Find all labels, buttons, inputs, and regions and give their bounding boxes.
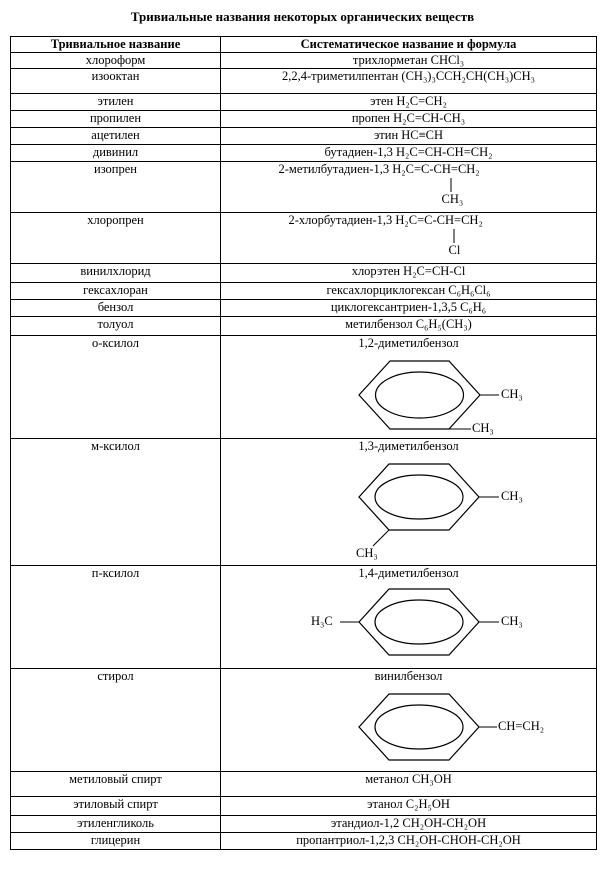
- branch-substituent: Cl: [448, 243, 461, 257]
- table-row: [11, 336, 597, 439]
- systematic-name: этанол C₂H₅OH: [221, 797, 597, 816]
- systematic-name: метанол CH₃OH: [221, 772, 597, 797]
- systematic-name: пропен H₂C=CH-CH₃: [221, 111, 597, 128]
- systematic-name: этин HC≡CH: [221, 128, 597, 145]
- systematic-name: трихлорметан CHCl₃: [221, 53, 597, 69]
- substituent-label: CH₃: [356, 546, 378, 560]
- systematic-name: 1,3-диметилбензол: [358, 439, 459, 453]
- systematic-cell: [221, 566, 597, 669]
- table-row: [11, 317, 597, 336]
- trivial-name: глицерин: [11, 833, 221, 850]
- systematic-name: хлорэтен H₂C=CH-Cl: [221, 264, 597, 283]
- branched-formula: [279, 162, 539, 210]
- table-row: [11, 772, 597, 797]
- table-row: [11, 162, 597, 213]
- trivial-name: хлороформ: [11, 53, 221, 69]
- table-row: [11, 145, 597, 162]
- substituent-label: H₃C: [311, 614, 333, 628]
- trivial-name: толуол: [11, 317, 221, 336]
- table-row: [11, 300, 597, 317]
- table-row: [11, 94, 597, 111]
- systematic-cell: [221, 213, 597, 264]
- trivial-name: п-ксилол: [11, 566, 221, 669]
- trivial-name: о-ксилол: [11, 336, 221, 439]
- table-row: [11, 669, 597, 772]
- trivial-name: изооктан: [11, 69, 221, 94]
- benzene-ring-icon: [223, 351, 599, 435]
- systematic-cell: [221, 336, 597, 439]
- systematic-cell: [221, 439, 597, 566]
- substituent-label: CH₃: [472, 421, 494, 435]
- systematic-name: гексахлорциклогексан C₆H₆Cl₆: [221, 283, 597, 300]
- trivial-name: этилен: [11, 94, 221, 111]
- trivial-name: стирол: [11, 669, 221, 772]
- table-row: [11, 111, 597, 128]
- systematic-name: пропантриол-1,2,3 CH₂OH-CHOH-CH₂OH: [221, 833, 597, 850]
- systematic-name: 2-метилбутадиен-1,3 H₂C=C-CH=CH₂: [278, 162, 480, 176]
- systematic-name: 1,2-диметилбензол: [358, 336, 459, 350]
- trivial-name: м-ксилол: [11, 439, 221, 566]
- trivial-name: пропилен: [11, 111, 221, 128]
- table-row: [11, 833, 597, 850]
- systematic-cell: [221, 162, 597, 213]
- table-row: [11, 69, 597, 94]
- systematic-name: этен H₂C=CH₂: [221, 94, 597, 111]
- trivial-name: этиленгликоль: [11, 816, 221, 833]
- trivial-name: гексахлоран: [11, 283, 221, 300]
- benzene-structure: [223, 454, 599, 562]
- table-row: [11, 797, 597, 816]
- page-title: Тривиальные названия некоторых органических веществ: [130, 9, 475, 24]
- table-row: [11, 283, 597, 300]
- substituent-label: CH=CH₂: [498, 719, 545, 733]
- trivial-name: изопрен: [11, 162, 221, 213]
- table-row: [11, 439, 597, 566]
- benzene-ring-icon: [223, 581, 599, 665]
- table-row: [11, 53, 597, 69]
- names-table: [10, 36, 597, 850]
- table-row: [11, 816, 597, 833]
- table-header-row: [11, 37, 597, 53]
- substituent-label: CH₃: [501, 614, 523, 628]
- substituent-label: CH₃: [501, 489, 523, 503]
- systematic-name: бутадиен-1,3 H₂C=CH-CH=CH₂: [221, 145, 597, 162]
- table-row: [11, 264, 597, 283]
- substituent-label: CH₃: [501, 387, 523, 401]
- benzene-structure: [223, 684, 599, 768]
- systematic-name: винилбензол: [374, 669, 443, 683]
- trivial-name: хлоропрен: [11, 213, 221, 264]
- systematic-cell: [221, 669, 597, 772]
- systematic-name: 2-хлорбутадиен-1,3 H₂C=C-CH=CH₂: [288, 213, 483, 227]
- trivial-name: ацетилен: [11, 128, 221, 145]
- benzene-structure: [223, 351, 599, 435]
- systematic-name: циклогексантриен-1,3,5 C₆H₆: [221, 300, 597, 317]
- systematic-name: 1,4-диметилбензол: [358, 566, 459, 580]
- systematic-name: этандиол-1,2 CH₂OH-CH₂OH: [221, 816, 597, 833]
- benzene-ring-icon: [223, 454, 599, 562]
- header-trivial: Тривиальное название: [11, 37, 221, 53]
- systematic-name: метилбензол C₆H₅(CH₃): [221, 317, 597, 336]
- trivial-name: метиловый спирт: [11, 772, 221, 797]
- table-row: [11, 213, 597, 264]
- trivial-name: винилхлорид: [11, 264, 221, 283]
- header-systematic: Систематическое название и формула: [221, 37, 597, 53]
- trivial-name: этиловый спирт: [11, 797, 221, 816]
- benzene-structure: [223, 581, 599, 665]
- trivial-name: дивинил: [11, 145, 221, 162]
- branch-substituent: CH₃: [441, 192, 464, 206]
- table-row: [11, 566, 597, 669]
- table-row: [11, 128, 597, 145]
- systematic-name: 2,2,4-триметилпентан (CH₃)₃CCH₂CH(CH₃)CH₃: [221, 69, 597, 94]
- branched-formula: [289, 213, 529, 261]
- trivial-name: бензол: [11, 300, 221, 317]
